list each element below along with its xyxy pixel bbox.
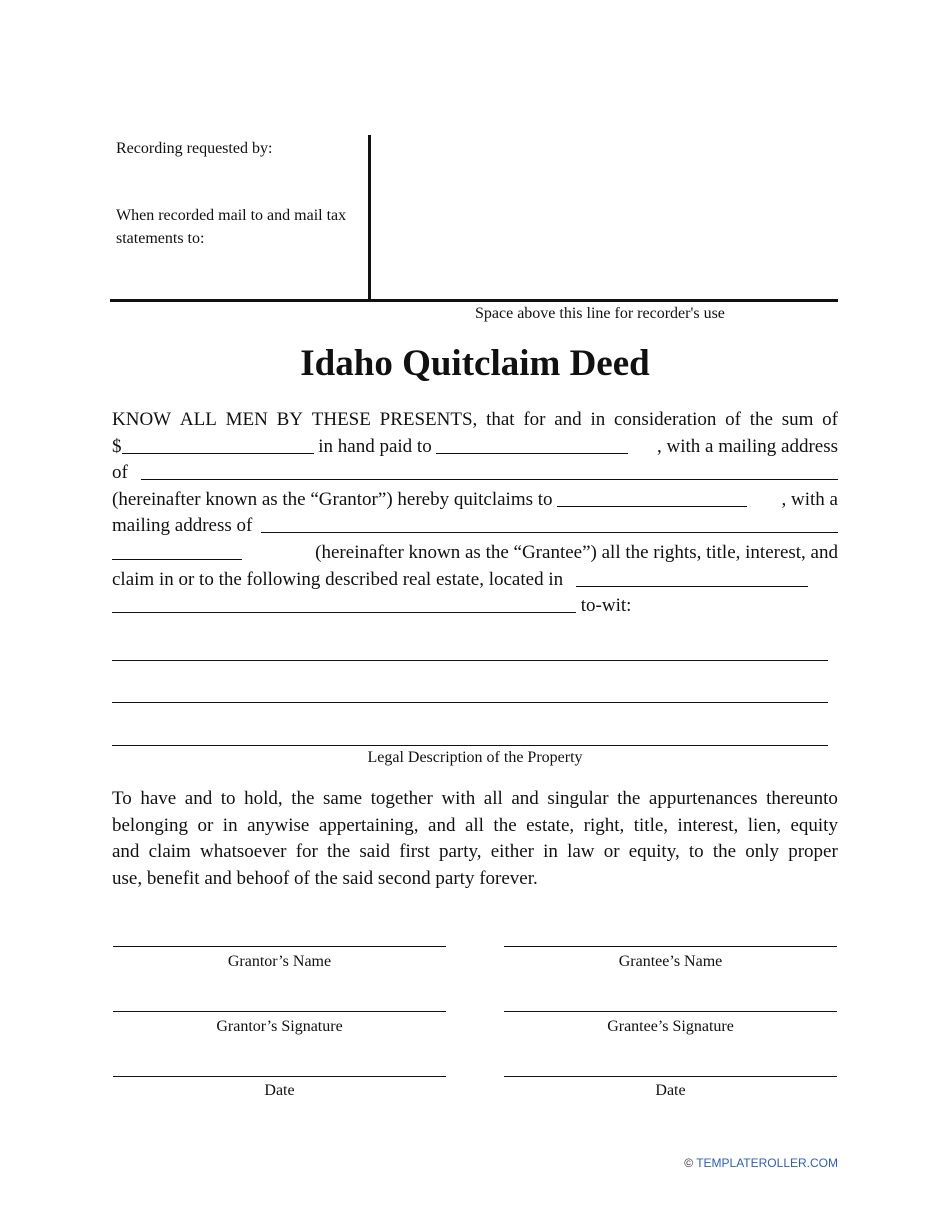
word: belonging — [112, 814, 188, 836]
word: equity, — [628, 841, 680, 863]
word: lien, — [747, 814, 781, 836]
body-line-2 — [112, 434, 838, 461]
grantee-date-line[interactable] — [504, 1076, 837, 1077]
word: to — [220, 788, 236, 809]
word: the — [291, 788, 315, 809]
word: the — [617, 788, 641, 809]
word: whatsoever — [199, 841, 287, 863]
habendum-line-3 — [112, 839, 838, 866]
word: for — [523, 409, 546, 430]
mailing-address-of-text: mailing address of — [112, 515, 258, 537]
word: appertaining, — [318, 814, 419, 836]
grantee-name-field[interactable] — [557, 487, 747, 507]
habendum-line-2 — [112, 813, 838, 840]
templateroller-link[interactable]: TEMPLATEROLLER.COM — [696, 1156, 838, 1170]
recording-header — [110, 135, 838, 301]
word: the — [493, 814, 517, 836]
word: party, — [438, 841, 482, 863]
grantee-date-label: Date — [655, 1082, 686, 1099]
word: BY — [276, 409, 303, 430]
grantee-signature-line[interactable] — [504, 1011, 837, 1012]
word: or — [603, 841, 620, 863]
body-line-5 — [112, 513, 838, 540]
grantee-name-label: Grantee’s Name — [618, 953, 723, 970]
recorder-divider-line — [110, 299, 838, 302]
word: in — [222, 814, 238, 836]
word: hold, — [244, 788, 283, 809]
word: that — [486, 409, 515, 430]
word: the — [712, 841, 737, 863]
word: proper — [788, 841, 838, 863]
habendum-line-1 — [112, 786, 838, 813]
grantee-signature-label: Grantee’s Signature — [607, 1018, 734, 1035]
paid-to-field[interactable] — [436, 434, 628, 454]
body-line-6 — [112, 540, 838, 567]
word: ALL — [179, 409, 217, 430]
legal-description-line-2[interactable] — [112, 702, 828, 703]
word: MEN — [225, 409, 268, 430]
word: anywise — [247, 814, 310, 836]
grantee-address-continued-field[interactable] — [112, 540, 242, 560]
word: and — [184, 788, 213, 809]
legal-description-line-3[interactable] — [112, 745, 828, 746]
habendum-line-4 — [112, 866, 838, 893]
grantee-address-field[interactable] — [261, 513, 838, 533]
word: right, — [583, 814, 625, 836]
word: have — [140, 788, 177, 809]
word: first — [399, 841, 430, 863]
body-line-7 — [112, 567, 838, 594]
grantor-name-label: Grantor’s Name — [227, 953, 332, 970]
recorder-use-note: Space above this line for recorder's use — [475, 305, 725, 322]
word: said — [359, 841, 391, 863]
word: all — [464, 814, 484, 836]
grantor-address-field[interactable] — [141, 460, 838, 480]
word: for — [295, 841, 318, 863]
of-text: of — [112, 462, 133, 484]
located-in-text: claim in or to the following described real estate, located in — [112, 568, 568, 590]
word: interest, — [677, 814, 739, 836]
word: THESE — [311, 409, 371, 430]
grantee-rights-text: (hereinafter known as the “Grantee”) all the rights, title, interest, and — [310, 541, 838, 563]
word: all — [483, 788, 503, 809]
body-line-4 — [112, 487, 838, 514]
word: in — [543, 841, 558, 863]
word: thereunto — [766, 788, 838, 809]
document-title: Idaho Quitclaim Deed — [300, 343, 650, 384]
word: together — [370, 788, 433, 809]
legal-description-caption: Legal Description of the Property — [367, 749, 583, 766]
word: either — [490, 841, 534, 863]
habendum-line-4-text: use, benefit and behoof of the said second party forever. — [112, 867, 538, 889]
word: with — [441, 788, 476, 809]
word: PRESENTS, — [379, 409, 478, 430]
word: law — [567, 841, 595, 863]
word: the — [749, 409, 773, 430]
word: appurtenances — [648, 788, 758, 809]
mailing-address-text: , with a mailing address — [657, 435, 838, 457]
grantor-date-label: Date — [264, 1082, 295, 1099]
consideration-amount-field[interactable] — [122, 434, 314, 454]
word: to — [688, 841, 704, 863]
word: estate, — [526, 814, 575, 836]
word: in — [590, 409, 606, 430]
conveyance-paragraph — [112, 407, 838, 620]
habendum-paragraph — [112, 786, 838, 892]
dollar-sign: $ — [112, 435, 122, 457]
recording-requested-label: Recording requested by: — [116, 140, 273, 157]
footer-credit — [684, 1156, 838, 1170]
to-wit-text: to-wit: — [576, 595, 632, 617]
word: equity — [790, 814, 838, 836]
body-line-1 — [112, 407, 838, 434]
word: singular — [547, 788, 609, 809]
word: sum — [781, 409, 814, 430]
county-field[interactable] — [576, 567, 808, 587]
mail-to-label: When recorded mail to and mail tax statements to: — [116, 207, 347, 247]
word: and — [428, 814, 456, 836]
word: title, — [633, 814, 669, 836]
word: the — [327, 841, 351, 863]
word: or — [197, 814, 214, 836]
location-continued-field[interactable] — [112, 593, 576, 613]
word: and — [554, 409, 582, 430]
word: of — [725, 409, 741, 430]
word: of — [822, 409, 838, 430]
grantee-name-line[interactable] — [504, 946, 837, 947]
grantor-signature-label: Grantor’s Signature — [216, 1018, 343, 1035]
word: and — [112, 841, 140, 863]
word: KNOW — [112, 409, 172, 430]
word: same — [323, 788, 363, 809]
grantor-name-line[interactable] — [113, 946, 446, 947]
with-a-text: , with a — [781, 488, 838, 510]
legal-description-line-1[interactable] — [112, 660, 828, 661]
grantor-signature-line[interactable] — [113, 1011, 446, 1012]
paid-to-text: in hand paid to — [313, 435, 437, 457]
word: claim — [148, 841, 191, 863]
body-line-3 — [112, 460, 838, 487]
word: and — [511, 788, 539, 809]
word: only — [745, 841, 780, 863]
word: consideration — [614, 409, 717, 430]
word: To — [112, 788, 132, 809]
copyright-icon: © — [684, 1156, 694, 1170]
grantor-date-line[interactable] — [113, 1076, 446, 1077]
body-line-8 — [112, 593, 838, 620]
recording-info-column — [110, 135, 371, 299]
grantor-quitclaims-text: (hereinafter known as the “Grantor”) hereby quitclaims to — [112, 488, 558, 510]
